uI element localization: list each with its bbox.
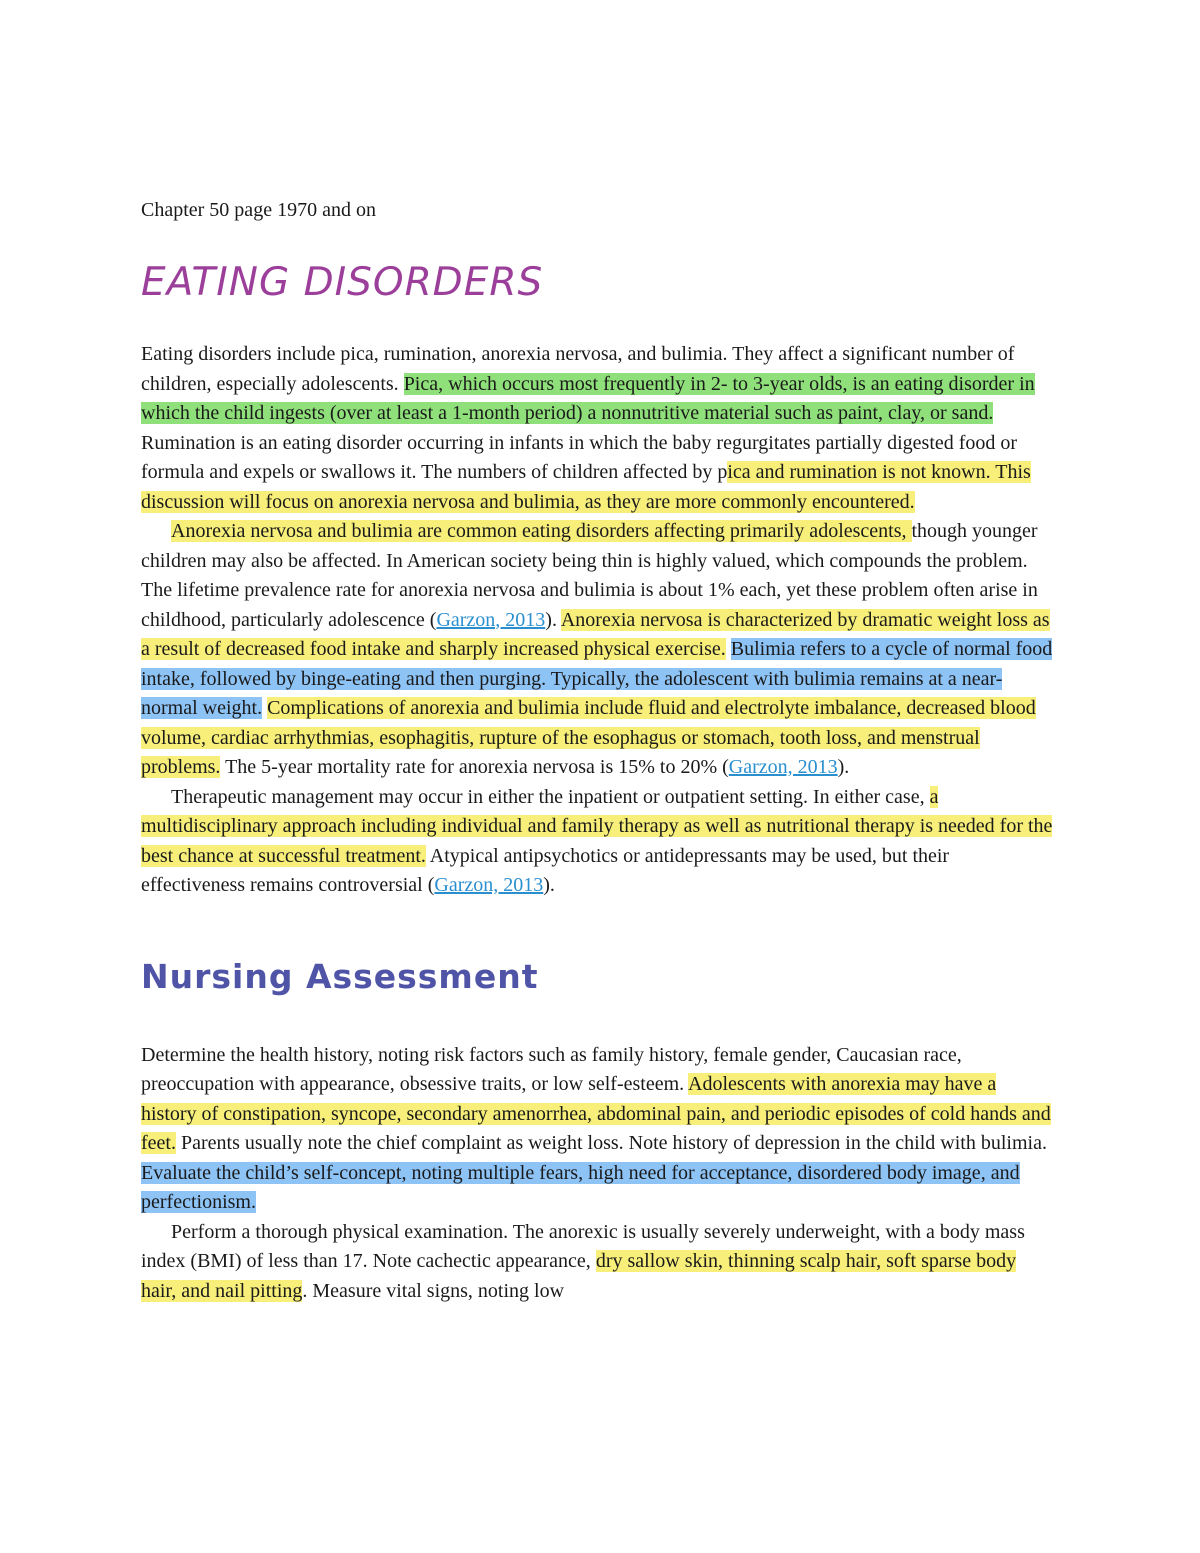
text-run: ).: [545, 608, 561, 631]
citation-link[interactable]: Garzon, 2013: [436, 608, 546, 631]
paragraph-intro: [141, 340, 1056, 517]
highlight-yellow: Adolescents with anorexia may have a history of constipation, syncope, secondary amenorrhea, abdominal pain, and periodic episodes of cold hands and feet.: [141, 1073, 1051, 1154]
document-page: [141, 196, 1056, 1306]
highlight-blue: Evaluate the child’s self-concept, noting multiple fears, high need for acceptance, disordered body image, and perfectionism.: [141, 1161, 1020, 1213]
text-run: [726, 638, 731, 660]
highlight-yellow: Anorexia nervosa is characterized by dramatic weight loss as a result of decreased food intake and sharply increased physical exercise.: [141, 608, 1050, 660]
text-run: ).: [543, 874, 555, 896]
highlight-yellow: ica and rumination is not known. This discussion will focus on anorexia nervosa and bulimia, as they are more commonly encountered.: [141, 461, 1031, 513]
paragraph-therapeutic-management: [141, 783, 1056, 901]
citation-link[interactable]: Garzon, 2013: [434, 874, 544, 896]
citation-link[interactable]: Garzon, 2013: [728, 756, 838, 778]
paragraph-health-history: [141, 1041, 1056, 1218]
paragraph-physical-exam: [141, 1218, 1056, 1307]
highlight-yellow: Anorexia nervosa and bulimia are common eating disorders affecting primarily adolescents,: [171, 520, 912, 542]
highlight-yellow: dry sallow skin, thinning scalp hair, soft sparse body hair, and nail pitting: [141, 1250, 1017, 1302]
paragraph-anorexia-bulimia: [141, 517, 1056, 783]
text-run: The 5-year mortality rate for anorexia nervosa is 15% to 20% (: [220, 756, 729, 778]
text-run: though younger children may also be affected. In American society being thin is highly valued, which compounds the problem. The lifetime prevalence rate for anorexia nervosa and bulimia is about 1% each, yet these problem often arise in childhood, particularly adolescence (: [141, 520, 1038, 631]
text-run: Determine the health history, noting risk factors such as family history, female gender, Caucasian race, preoccupation with appearance, obsessive traits, or low self-esteem.: [141, 1043, 962, 1095]
text-run: Rumination is an eating disorder occurring in infants in which the baby regurgitates partially digested food or formula and expels or swallows it. The numbers of children affected by p: [141, 431, 1018, 483]
text-run: Atypical antipsychotics or antidepressants may be used, but their effectiveness remains controversial (: [141, 844, 950, 896]
page-title: EATING DISORDERS: [141, 260, 544, 305]
highlight-yellow: Complications of anorexia and bulimia include fluid and electrolyte imbalance, decreased blood volume, cardiac arrhythmias, esophagitis, rupture of the esophagus or stomach, tooth loss, and menstrual problems.: [141, 697, 1036, 778]
section-heading-nursing-assessment: Nursing Assessment: [141, 956, 539, 996]
text-run: Parents usually note the chief complaint as weight loss. Note history of depression in the child with bulimia.: [175, 1132, 1047, 1154]
chapter-subtitle: Chapter 50 page 1970 and on: [141, 199, 376, 221]
highlight-blue: Bulimia refers to a cycle of normal food intake, followed by binge-eating and then purging. Typically, the adolescent with bulimia remains at a near-normal weight.: [141, 638, 1053, 719]
text-run: . Measure vital signs, noting low: [302, 1279, 565, 1302]
highlight-yellow: a multidisciplinary approach including individual and family therapy as well as nutritional therapy is needed for the best chance at successful treatment.: [141, 785, 1053, 867]
text-run: Therapeutic management may occur in either the inpatient or outpatient setting. In either case,: [171, 785, 930, 808]
highlight-green: Pica, which occurs most frequently in 2- to 3-year olds, is an eating disorder in which the child ingests (over at least a 1-month period) a nonnutritive material such as paint, clay, or sand.: [141, 372, 1035, 424]
text-run: Perform a thorough physical examination. The anorexic is usually severely underweight, with a body mass index (BMI) of less than 17. Note cachectic appearance,: [141, 1220, 1025, 1272]
text-run: Eating disorders include pica, rumination, anorexia nervosa, and bulimia. They affect a significant number of children, especially adolescents.: [141, 343, 1015, 395]
text-run: ).: [837, 756, 850, 778]
